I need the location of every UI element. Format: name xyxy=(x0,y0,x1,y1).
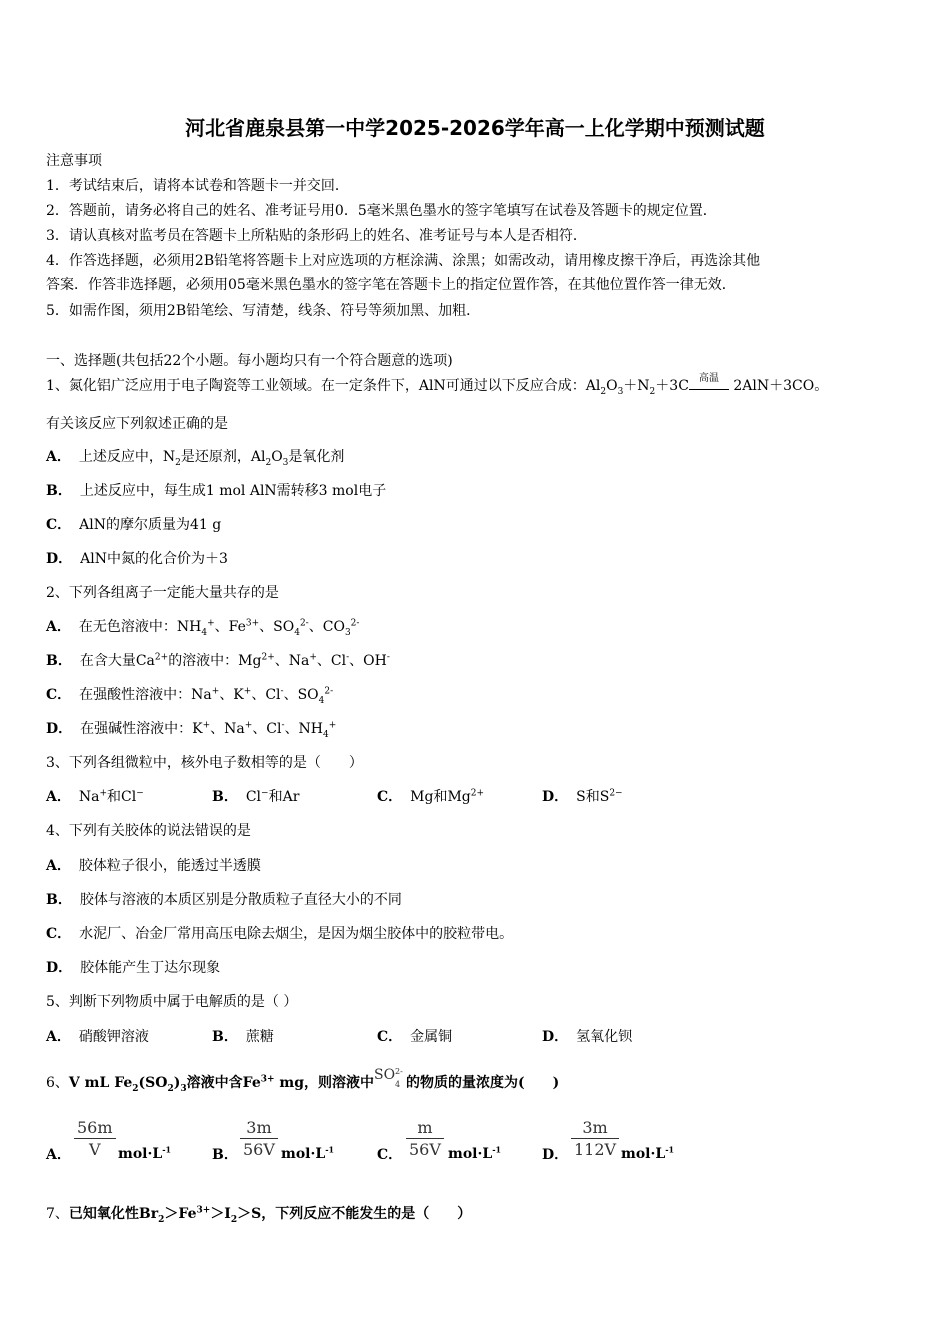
reaction-condition: 高温 xyxy=(689,379,729,390)
question-6-stem: 6、V mL $Fe_2(SO_2)_3$溶液中含$Fe^{3+}$ mg，则溶液中 SO 2- 4 的物质的量浓度为( ) xyxy=(46,1067,560,1094)
question-1-option-a: A． 上述反应中，$N_2$是还原剂，$Al_2O_3$是氧化剂 xyxy=(46,449,345,468)
question-4-option-b: B． 胶体与溶液的本质区别是分散质粒子直径大小的不同 xyxy=(46,892,402,908)
question-3-option-a: A． Na+和Cl− xyxy=(46,788,144,805)
question-1-option-b: B． 上述反应中，每生成1 mol AlN需转移3 mol电子 xyxy=(46,483,387,499)
fraction: m 56V xyxy=(406,1118,444,1159)
question-3-option-d: D． S和$S^{2-}$ xyxy=(542,788,623,805)
question-2-stem: 2、下列各组离子一定能大量共存的是 xyxy=(46,585,279,601)
question-7-stem: 7、已知氧化性$Br_2>Fe^{3+}>I_2>S$，下列反应不能发生的是（ ） xyxy=(46,1205,472,1225)
notice-heading: 注意事项 xyxy=(46,153,102,169)
question-5-option-b: B． 蔗糖 xyxy=(212,1029,274,1045)
question-3-option-c: C． Mg和$Mg^{2+}$ xyxy=(377,788,485,805)
question-2-option-b: B． 在含大量$Ca^{2+}$的溶液中：$Mg^{2+}$、Na+、Cl-、OH- xyxy=(46,652,390,669)
question-4-option-d: D． 胶体能产生丁达尔现象 xyxy=(46,960,221,976)
question-3-stem: 3、下列各组微粒中，核外电子数相等的是（ ） xyxy=(46,755,363,771)
question-2-option-c: C． 在强酸性溶液中：Na+、K+、Cl-、$SO_4^{2-}$ xyxy=(46,686,334,706)
question-1-ask: 有关该反应下列叙述正确的是 xyxy=(46,416,228,432)
question-1-option-d: D． AlN中氮的化合价为＋3 xyxy=(46,551,228,567)
question-5-option-c: C． 金属铜 xyxy=(377,1029,453,1045)
fraction: 3m 56V xyxy=(240,1118,278,1159)
question-4-option-a: A． 胶体粒子很小，能透过半透膜 xyxy=(46,858,261,874)
question-5-option-d: D． 氢氧化钡 xyxy=(542,1029,633,1045)
question-5-stem: 5、判断下列物质中属于电解质的是（ ） xyxy=(46,994,298,1010)
question-2-option-d: D． 在强碱性溶液中：K+、Na+、Cl-、$NH_4^+$ xyxy=(46,720,337,740)
question-1-option-c: C． AlN的摩尔质量为41 g xyxy=(46,517,222,533)
question-1-stem: 1、氮化铝广泛应用于电子陶瓷等工业领域。在一定条件下，AlN可通过以下反应合成：$Al_2O_3+N_2+3C$ 高温 2AlN＋3CO。 xyxy=(46,373,829,397)
exam-page: 河北省鹿泉县第一中学2025-2026学年高一上化学期中预测试题 注意事项 1．考试结束后，请将本试卷和答题卡一并交回． 2．答题前，请务必将自己的姓名、准考证号用0．5毫米黑色墨水的签字笔填写在试卷及答题卡的规定位置． 3．请认真核对监考员在答题卡上所粘贴的条形码上的姓名、准考证号与本人是否相符． 4．作答选择题，必须用2B铅笔将答题卡上对应选项的方框涂满、涂黑；如需改动，请用橡皮擦干净后，再选涂其他 答案．作答非选择题，必须用05毫米黑色墨水的签字笔在答题卡上的指定位置作答，在其他位置作答一律无效． 5．如需作图，须用2B铅笔绘、写清楚，线条、符号等须加黑、加粗． 一、选择题(共包括22个小题。每小题均只有一个符合题意的选项) 1、氮化铝广泛应用于电子陶瓷等工业领域。在一定条件下，AlN可通过以下反应合成：$Al_2O_3+N_2+3C$ 高温 2AlN＋3CO。 有关该反应下列叙述正确的是 A． 上述反应中，$N_2$是还原剂，$Al_2O_3$是氧化剂 B． 上述反应中，每生成1 mol AlN需转移3 mol电子 C． AlN的摩尔质量为41 g D． AlN中氮的化合价为＋3 2、下列各组离子一定能大量共存的是 A． 在无色溶液中：$NH_4^+$、$Fe^{3+}$、$SO_4^{2-}$、$CO_3^{2-}$ B． 在含大量$Ca^{2+}$的溶液中：$Mg^{2+}$、Na+、Cl-、OH- C． 在强酸性溶液中：Na+、K+、Cl-、$SO_4^{2-}$ D． 在强碱性溶液中：K+、Na+、Cl-、$NH_4^+$ 3、下列各组微粒中，核外电子数相等的是（ ） A． Na+和Cl− B． Cl−和Ar C． Mg和$Mg^{2+}$ D． S和$S^{2-}$ 4、下列有关胶体的说法错误的是 A． 胶体粒子很小，能透过半透膜 B． 胶体与溶液的本质区别是分散质粒子直径大小的不同 C． 水泥厂、冶金厂常用高压电除去烟尘，是因为烟尘胶体中的胶粒带电。 D． 胶体能产生丁达尔现象 5、判断下列物质中属于电解质的是（ ） A． 硝酸钾溶液 B． 蔗糖 C． 金属铜 D． 氢氧化钡 6、V mL $Fe_2(SO_2)_3$溶液中含$Fe^{3+}$ mg，则溶液中 SO 2- 4 的物质的量浓度为( ) A． 56m V $mol\cdot L^{-1}$ B． 3m 56V $mol\cdot L^{-1}$ C． m 56V $mol\cdot L^{-1}$ D． 3m 112V $mol\cdot L^{-1}$ 7、已知氧化性$Br_2>Fe^{3+}>I_2>S$，下列反应不能发生的是（ ） xyxy=(0,0,950,1344)
page-title: 河北省鹿泉县第一中学2025-2026学年高一上化学期中预测试题 xyxy=(185,116,765,140)
notice-item: 5．如需作图，须用2B铅笔绘、写清楚，线条、符号等须加黑、加粗． xyxy=(46,303,481,319)
notice-item: 2．答题前，请务必将自己的姓名、准考证号用0．5毫米黑色墨水的签字笔填写在试卷及答题卡的规定位置． xyxy=(46,203,717,219)
question-4-option-c: C． 水泥厂、冶金厂常用高压电除去烟尘，是因为烟尘胶体中的胶粒带电。 xyxy=(46,926,514,942)
question-2-option-a: A． 在无色溶液中：$NH_4^+$、$Fe^{3+}$、$SO_4^{2-}$、$CO_3^{2-}$ xyxy=(46,618,360,638)
section-heading: 一、选择题(共包括22个小题。每小题均只有一个符合题意的选项) xyxy=(46,353,453,369)
sulfate-formula: SO 2- 4 xyxy=(374,1067,403,1089)
question-3-option-b: B． Cl−和Ar xyxy=(212,788,300,805)
notice-item: 答案．作答非选择题，必须用05毫米黑色墨水的签字笔在答题卡上的指定位置作答，在其他位置作答一律无效． xyxy=(46,277,736,293)
question-4-stem: 4、下列有关胶体的说法错误的是 xyxy=(46,823,251,839)
notice-item: 4．作答选择题，必须用2B铅笔将答题卡上对应选项的方框涂满、涂黑；如需改动，请用橡皮擦干净后，再选涂其他 xyxy=(46,253,761,269)
notice-item: 3．请认真核对监考员在答题卡上所粘贴的条形码上的姓名、准考证号与本人是否相符． xyxy=(46,228,587,244)
fraction: 56m V xyxy=(74,1118,116,1159)
notice-item: 1．考试结束后，请将本试卷和答题卡一并交回． xyxy=(46,178,349,194)
fraction: 3m 112V xyxy=(571,1118,619,1159)
question-5-option-a: A． 硝酸钾溶液 xyxy=(46,1029,149,1045)
